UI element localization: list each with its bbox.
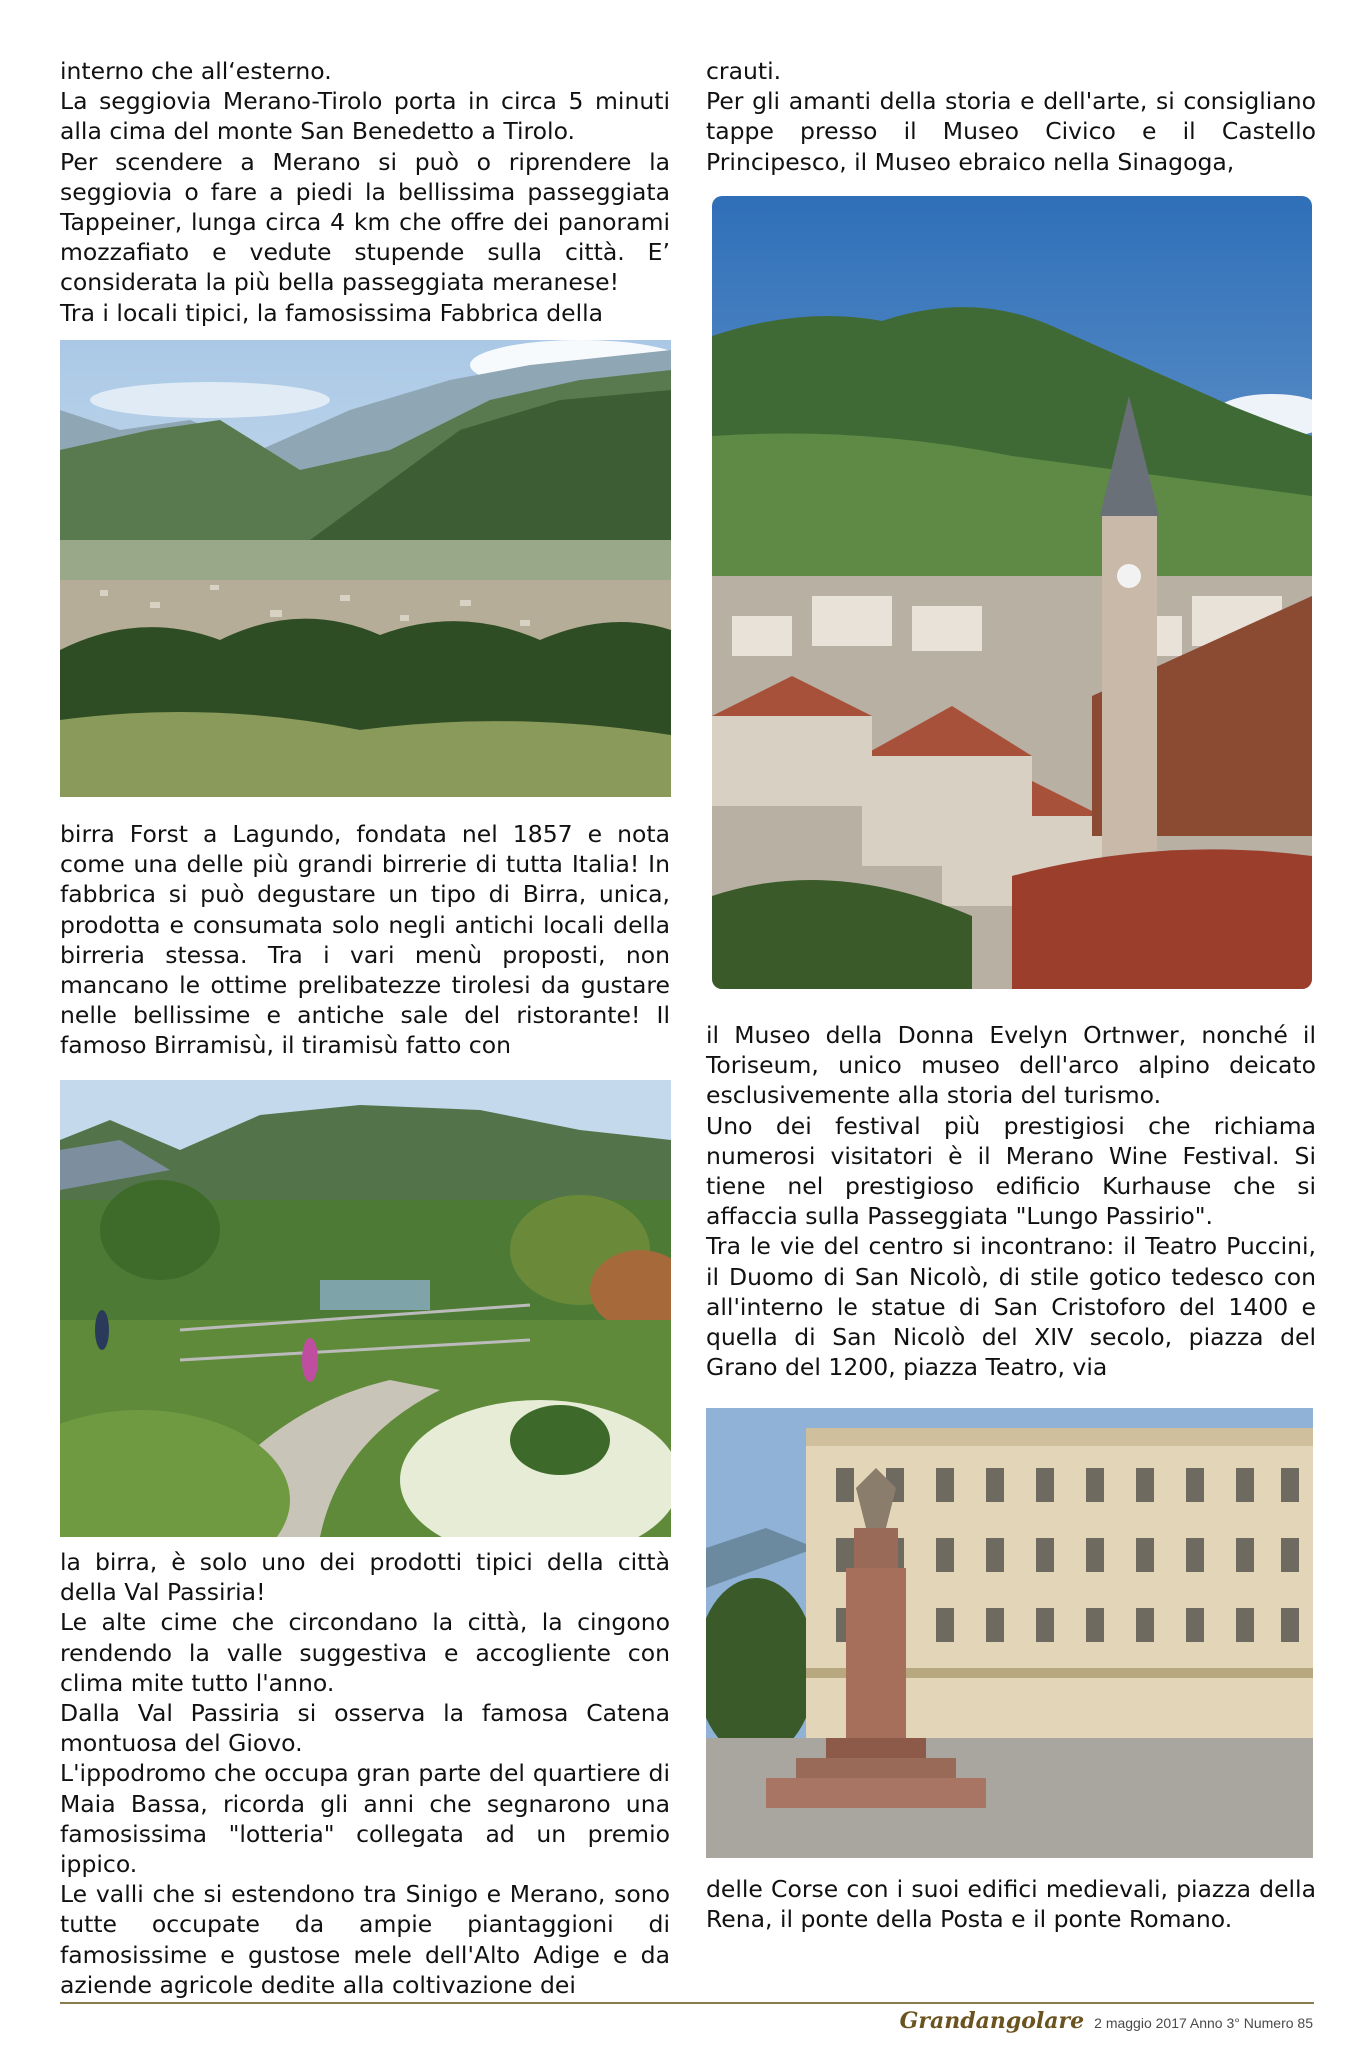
paragraph: delle Corse con i suoi edifici medievali, piazza della Rena, il ponte della Posta e il ponte Romano. xyxy=(706,1875,1316,1934)
paragraph: Le valli che si estendono tra Sinigo e Merano, sono tutte occupate da ampie piantaggioni di famosissime e gustose mele dell'Alto Adige e da aziende agricole dedite alla coltivazione dei xyxy=(60,1880,670,1999)
paragraph: Le alte cime che circondano la città, la cingono rendendo la valle suggestiva e accogliente con clima mite tutto l'anno. xyxy=(60,1608,670,1697)
paragraph: crauti. xyxy=(706,57,782,85)
paragraph: interno che all‘esterno. xyxy=(60,57,332,85)
paragraph: la birra, è solo uno dei prodotti tipici della città della Val Passiria! xyxy=(60,1548,670,1607)
magazine-name: Grandangolare xyxy=(899,2008,1085,2034)
photo-cathedral-town xyxy=(712,196,1312,989)
paragraph: Uno dei festival più prestigiosi che richiama numerosi visitatori è il Merano Wine Festival. Si tiene nel prestigioso edificio Kurhause che si affaccia sulla Passeggiata "Lungo Passirio". xyxy=(706,1111,1316,1231)
footer xyxy=(900,2008,1313,2034)
photo-garden xyxy=(60,1080,671,1537)
left-text-block-1 xyxy=(60,56,670,328)
footer-rule xyxy=(60,2002,1314,2004)
right-text-block-1 xyxy=(706,56,1316,177)
paragraph: Dalla Val Passiria si osserva la famosa Catena montuosa del Giovo. xyxy=(60,1699,670,1758)
left-text-block-3 xyxy=(60,1547,670,2000)
paragraph: L'ippodromo che occupa gran parte del quartiere di Maia Bassa, ricorda gli anni che segnarono una famosissima "lotteria" collegata ad un premio ippico. xyxy=(60,1759,670,1879)
paragraph: Tra le vie del centro si incontrano: il Teatro Puccini, il Duomo di San Nicolò, di stile gotico tedesco con all'interno le statue di San Cristoforo del 1400 e quella di San Nicolò del XIV secolo, piazza del Grano del 1200, piazza Teatro, via xyxy=(706,1232,1316,1382)
paragraph: il Museo della Donna Evelyn Ortnwer, nonché il Toriseum, unico museo dell'arco alpino deicato esclusivemente alla storia del turismo. xyxy=(706,1021,1316,1110)
paragraph: Tra i locali tipici, la famosissima Fabbrica della xyxy=(60,298,604,327)
paragraph: birra Forst a Lagundo, fondata nel 1857 e nota come una delle più grandi birrerie di tutta Italia! In fabbrica si può degustare un tipo di Birra, unica, prodotta e consumata solo negli antichi locali della birreria stessa. Tra i vari menù proposti, non mancano le ottime prelibatezze tirolesi da gustare nelle bellissime e antiche sale del ristorante! Il famoso Birramisù, il tiramisù fatto con xyxy=(60,820,670,1060)
right-text-block-3 xyxy=(706,1874,1316,1934)
issue-info: 2 maggio 2017 Anno 3° Numero 85 xyxy=(1094,2015,1313,2031)
right-text-block-2 xyxy=(706,1020,1316,1382)
paragraph: Per gli amanti della storia e dell'arte, si consigliano tappe presso il Museo Civico e il Castello Principesco, il Museo ebraico nella Sinagoga, xyxy=(706,87,1316,176)
paragraph: La seggiovia Merano-Tirolo porta in circa 5 minuti alla cima del monte San Benedetto a Tirolo. xyxy=(60,87,670,146)
left-text-block-2 xyxy=(60,819,670,1061)
photo-square-monument xyxy=(706,1408,1313,1858)
photo-valley-panorama xyxy=(60,340,671,797)
paragraph: Per scendere a Merano si può o riprendere la seggiovia o fare a piedi la bellissima passeggiata Tappeiner, lunga circa 4 km che offre dei panorami mozzafiato e vedute stupende sulla città. E’ considerata la più bella passeggiata meranese! xyxy=(60,147,670,297)
